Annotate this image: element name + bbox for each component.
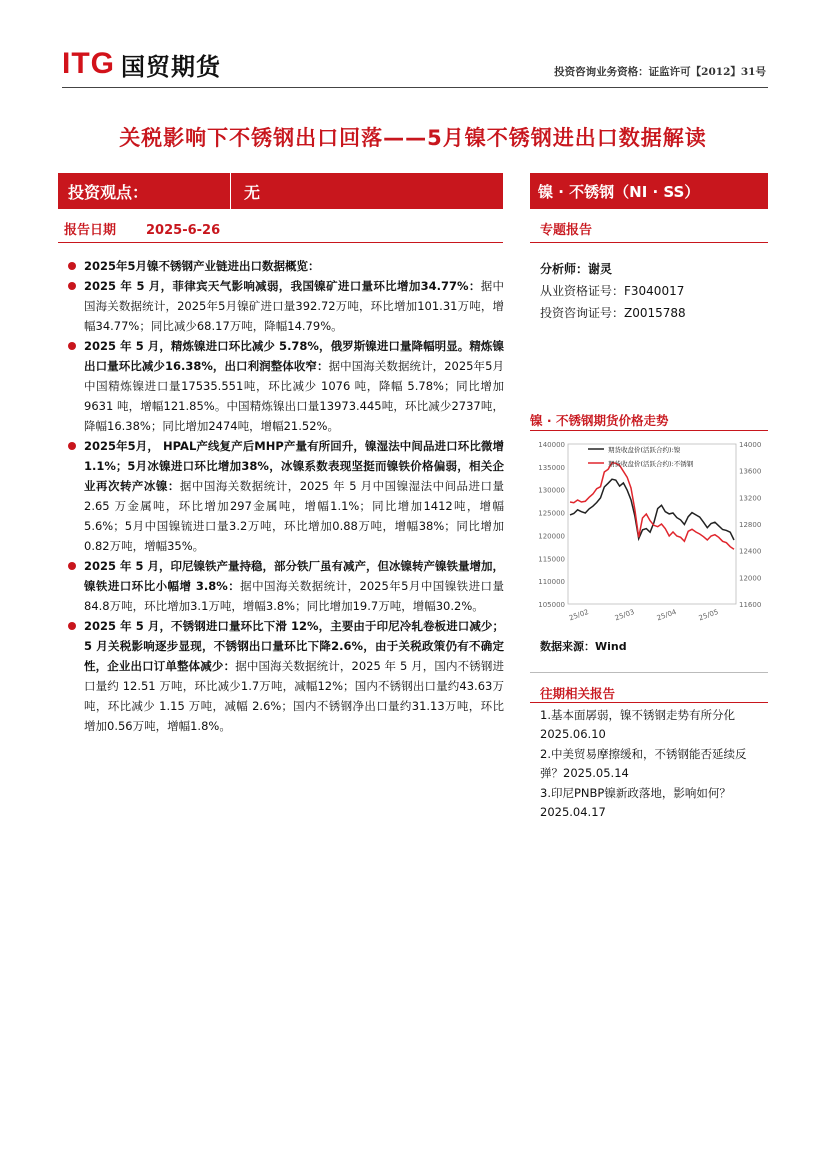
report-type-divider: [530, 242, 768, 243]
y-left-tick-label: 135000: [538, 463, 565, 472]
related-report-item[interactable]: 2.中美贸易摩擦缓和，不锈钢能否延续反弹？2025.05.14: [540, 747, 747, 780]
bullet-heading: 2025 年 5 月，菲律宾天气影响减弱，我国镍矿进口量环比增加34.77%：: [84, 279, 481, 293]
report-title: 关税影响下不锈钢出口回落——5月镍不锈钢进出口数据解读: [119, 126, 707, 150]
report-body: [64, 256, 504, 736]
body-bullet-item: [64, 276, 504, 336]
body-bullet-item: [64, 436, 504, 556]
analyst-consult-id: 投资咨询证号：Z0015788: [540, 306, 686, 320]
sector-label: 镍 · 不锈钢（NI · SS）: [538, 182, 700, 201]
sector-bar: [530, 173, 768, 209]
body-bullet-item: [64, 616, 504, 736]
bullet-dot-icon: [68, 442, 76, 450]
bullet-text: 据中国海关数据统计，2025 年 5 月，国内不锈钢进口量约 12.51 万吨，环比减少1.7万吨，减幅12%；国内不锈钢出口量约43.63万吨，环比减少 1.15 万吨，减幅 2.6%；国内不锈钢净出口量约31.13万吨，环比增加0.56万吨，增幅1.8%。: [84, 659, 504, 733]
bullet-dot-icon: [68, 282, 76, 290]
analyst-name: 分析师：谢灵: [540, 262, 613, 276]
bullet-text: 据中国海关数据统计，2025年5月中国镍铁进口量84.8万吨，环比增加3.1万吨，增幅3.8%；同比增加19.7万吨，增幅30.2%。: [84, 579, 504, 613]
x-tick-label: 25/05: [697, 607, 720, 623]
view-label: 投资观点：: [68, 182, 149, 202]
related-report-item[interactable]: 3.印尼PNBP镍新政落地，影响如何？2025.04.17: [540, 786, 731, 819]
chart-title-divider: [530, 430, 768, 431]
bullet-text: 据中国海关数据统计，2025年5月镍矿进口量392.72万吨，环比增加101.31万吨，增幅34.77%；同比减少68.17万吨，降幅14.79%。: [84, 279, 505, 333]
y-right-tick-label: 12000: [739, 574, 762, 583]
y-left-tick-label: 115000: [538, 555, 565, 564]
chart-source: 数据来源：Wind: [540, 640, 627, 653]
source-divider: [530, 672, 768, 673]
related-reports-title: 往期相关报告: [540, 686, 616, 701]
report-date-label: 报告日期: [64, 223, 117, 238]
y-right-tick-label: 14000: [739, 441, 762, 449]
related-divider: [530, 702, 768, 703]
view-separator: [230, 173, 231, 209]
y-right-tick-label: 13600: [739, 467, 762, 476]
chart-title: 镍 · 不锈钢期货价格走势: [530, 413, 669, 428]
body-bullet-item: [64, 256, 504, 276]
y-right-tick-label: 12400: [739, 547, 762, 556]
bullet-heading: 2025 年 5 月，精炼镍进口环比减少 5.78%，俄罗斯镍进口量降幅明显。精炼镍出口量环比减少16.38%，出口利润整体收窄：: [84, 339, 504, 373]
logo-company-name: 国贸期货: [121, 52, 221, 81]
view-value: 无: [244, 182, 261, 202]
body-bullet-item: [64, 336, 504, 436]
y-right-tick-label: 12800: [739, 521, 762, 529]
analyst-qualification: 从业资格证号：F3040017: [540, 284, 685, 298]
analyst-info: [540, 258, 686, 324]
license-text: 投资咨询业务资格：证监许可【2012】31号: [554, 66, 766, 78]
y-right-tick-label: 13200: [739, 494, 762, 503]
body-bullet-item: [64, 556, 504, 616]
report-type: 专题报告: [540, 223, 593, 238]
bullet-dot-icon: [68, 262, 76, 270]
view-bar: [58, 173, 503, 209]
y-right-tick-label: 11600: [739, 601, 762, 609]
y-left-tick-label: 130000: [538, 486, 565, 495]
legend-label: 期货收盘价(活跃合约):不锈钢: [608, 460, 694, 468]
y-left-tick-label: 120000: [538, 532, 565, 541]
bullet-heading: 2025 年 5 月，印尼镍铁产量持稳，部分铁厂虽有减产，但冰镍转产镍铁量增加，镍铁进口环比小幅增 3.8%：: [84, 559, 505, 593]
x-tick-label: 25/03: [613, 607, 636, 623]
related-report-item[interactable]: 1.基本面孱弱，镍不锈钢走势有所分化 2025.06.10: [540, 708, 735, 741]
bullet-heading: 2025年5月镍不锈钢产业链进出口数据概览：: [84, 259, 320, 273]
header-divider: [62, 87, 768, 88]
legend-label: 期货收盘价(活跃合约):镍: [608, 446, 681, 454]
x-tick-label: 25/04: [655, 607, 678, 623]
y-left-tick-label: 140000: [538, 441, 565, 449]
y-left-tick-label: 110000: [538, 578, 565, 587]
bullet-text: 据中国海关数据统计，2025 年 5 月中国镍湿法中间品进口量 2.65 万金属吨，环比增加297金属吨，增幅1.1%；同比增加1412吨，增幅5.6%；5月中国镍锍进口量3.2万吨，环比增加0.88万吨，增幅38%；同比增加0.82万吨，增幅35%。: [84, 479, 504, 553]
company-logo: [62, 48, 221, 80]
series-line-stainless: [570, 463, 734, 550]
bullet-text: 据中国海关数据统计，2025年5月中国精炼镍进口量17535.551吨，环比减少 1076 吨，降幅 5.78%；同比增加 9631 吨，增幅121.85%。中国精炼镍出口量13973.445吨，环比减少2737吨，降幅16.38%；同比增加2474吨，增幅21.52%。: [84, 359, 504, 433]
bullet-heading: 2025 年 5 月，不锈钢进口量环比下滑 12%，主要由于印尼冷轧卷板进口减少；5 月关税影响逐步显现，不锈钢出口量环比下降2.6%，由于关税政策仍有不确定性，企业出口订单整体减少：: [84, 619, 504, 673]
report-date: [64, 219, 220, 238]
report-date-value: 2025-6-26: [146, 223, 221, 238]
bullet-dot-icon: [68, 342, 76, 350]
y-left-tick-label: 125000: [538, 509, 565, 518]
bullet-dot-icon: [68, 562, 76, 570]
y-left-tick-label: 105000: [538, 601, 565, 609]
x-tick-label: 25/02: [568, 607, 590, 623]
logo-itg: ITG: [62, 47, 115, 80]
price-chart: [530, 436, 770, 626]
bullet-heading: 2025年5月， HPAL产线复产后MHP产量有所回升，镍湿法中间品进口环比微增1.1%；5月冰镍进口环比增加38%，冰镍系数表现坚挺而镍铁价格偏弱，相关企业再次转产冰镍：: [84, 439, 504, 493]
date-divider: [58, 242, 503, 243]
bullet-dot-icon: [68, 622, 76, 630]
price-chart-svg: [530, 436, 770, 626]
related-reports-list: [540, 706, 762, 823]
series-line-nickel: [570, 479, 734, 540]
